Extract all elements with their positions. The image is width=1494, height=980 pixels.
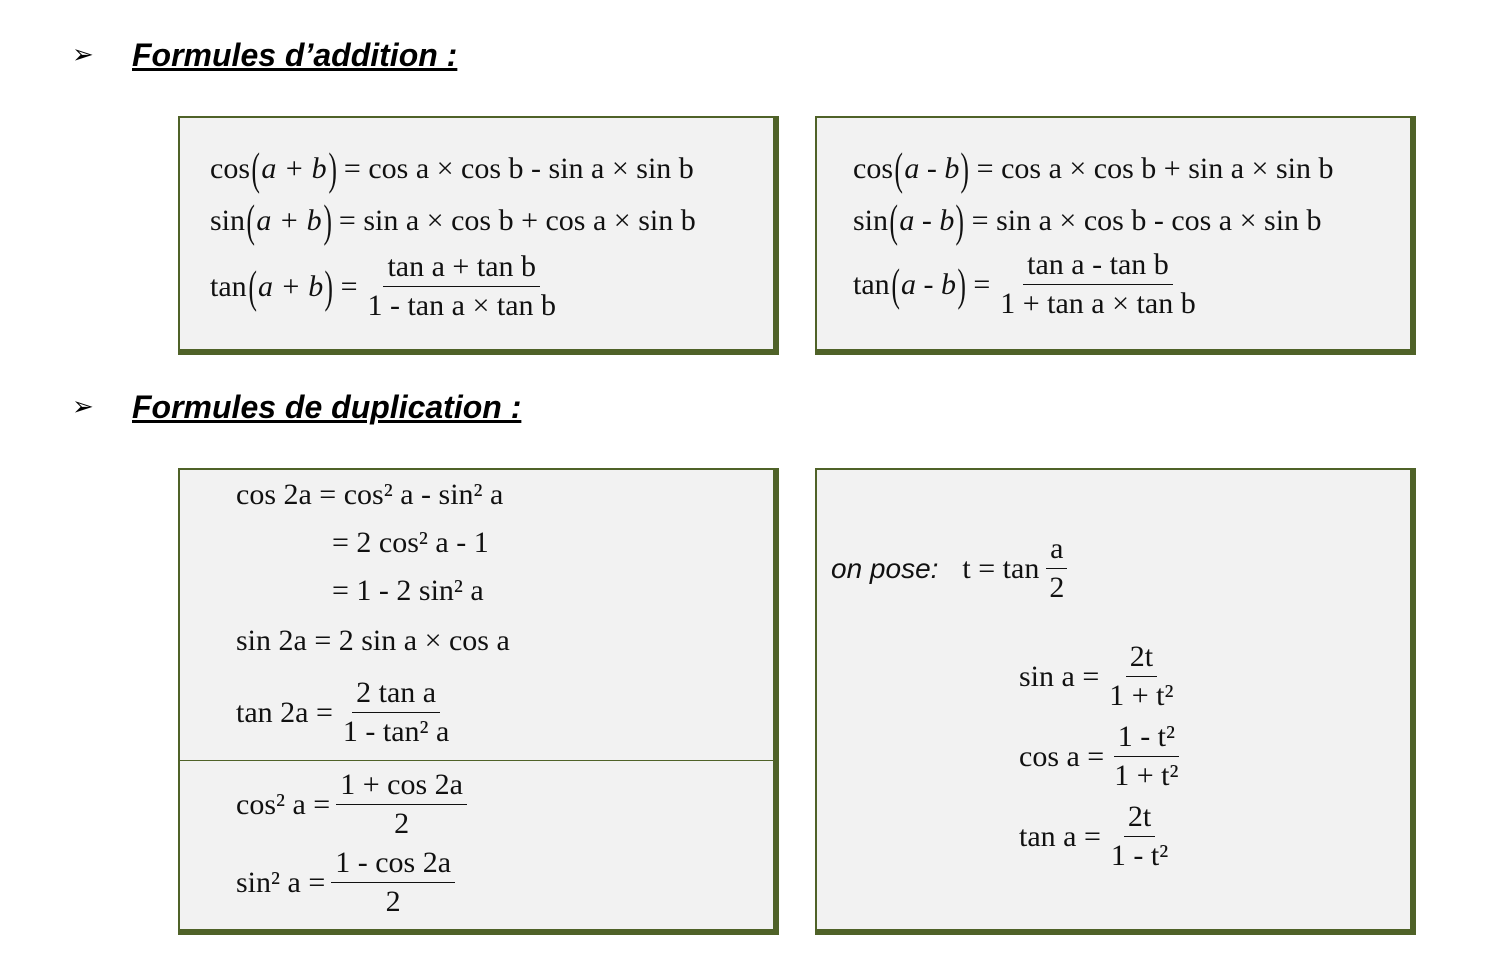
formula-box-addition-minus — [815, 116, 1416, 355]
formula-box-duplication — [178, 468, 779, 935]
argument: a + b — [256, 204, 322, 237]
equals: = — [973, 267, 991, 301]
lhs: t = tan — [962, 551, 1040, 585]
formula-tan-a-minus-b: tan ( a - b ) = $\frac{\text{tan a - tan b}}{\text{1 + tan a × tan b}}$ — [853, 250, 1206, 319]
denominator: 1 - tan² a — [342, 715, 450, 748]
formula-cos-2a-line2: = 2 cos² a - 1 — [332, 526, 489, 559]
formula-cos-a-plus-b: cos ( a + b ) = cos a × cos b - sin a × sin b — [210, 143, 694, 194]
numerator: 2t — [1124, 802, 1155, 837]
denominator: 2 — [1049, 571, 1065, 604]
formula-tan-half-angle — [1019, 802, 1178, 871]
denominator: 1 + t² — [1114, 759, 1179, 792]
formula-cos-squared — [236, 770, 473, 839]
argument: a + b — [261, 152, 327, 185]
denominator: 1 - t² — [1110, 839, 1169, 872]
numerator: 1 - t² — [1114, 722, 1179, 757]
numerator: 2 tan a — [352, 678, 440, 713]
formula-cos-half-angle — [1019, 722, 1188, 791]
argument: a - b — [899, 204, 955, 237]
lhs: tan a = — [1019, 819, 1101, 853]
formula-t-definition — [831, 534, 1074, 603]
fraction — [339, 678, 453, 747]
fraction — [1107, 802, 1172, 871]
numerator: 1 - cos 2a — [331, 848, 455, 883]
lhs: tan 2a = — [236, 695, 333, 729]
func-name: cos — [853, 152, 893, 185]
argument: a - b — [900, 267, 956, 301]
func-name: sin — [210, 204, 246, 237]
fraction — [363, 252, 560, 321]
formula-cos-2a-line1: cos 2a = cos² a - sin² a — [236, 478, 504, 511]
numerator: 2t — [1126, 642, 1157, 677]
denominator: 2 — [394, 807, 410, 840]
lhs: cos a = — [1019, 739, 1105, 773]
numerator: a — [1046, 534, 1067, 569]
equals: = — [340, 269, 358, 303]
rhs: = sin a × cos b + cos a × sin b — [338, 204, 696, 237]
numerator: tan a + tan b — [383, 252, 540, 287]
formula-box-half-angle — [815, 468, 1416, 935]
formula-sin-a-minus-b: sin ( a - b ) = sin a × cos b - cos a × sin b — [853, 195, 1322, 246]
lhs: sin² a = — [236, 865, 326, 899]
on-pose-label: on pose: — [831, 552, 939, 584]
formula-sin-2a: sin 2a = 2 sin a × cos a — [236, 624, 510, 657]
numerator: tan a - tan b — [1023, 250, 1173, 285]
formula-sin-a-plus-b: sin ( a + b ) = sin a × cos b + cos a × sin b — [210, 195, 696, 246]
fraction — [336, 770, 467, 839]
fraction — [1110, 722, 1182, 791]
denominator: 1 + tan a × tan b — [1000, 287, 1196, 320]
formula-cos-a-minus-b: cos ( a - b ) = cos a × cos b + sin a × sin b — [853, 143, 1334, 194]
fraction — [1105, 642, 1177, 711]
denominator: 1 - tan a × tan b — [367, 289, 557, 322]
denominator: 1 + t² — [1109, 679, 1174, 712]
rhs: = cos a × cos b + sin a × sin b — [976, 152, 1334, 185]
formula-box-addition-plus — [178, 116, 779, 355]
arrow-bullet-icon: ➢ — [72, 40, 94, 70]
section-title-addition: Formules d’addition : — [132, 36, 458, 73]
func-name: tan — [853, 267, 890, 301]
section-heading-duplication — [72, 382, 521, 432]
fraction — [331, 848, 455, 917]
argument: a - b — [904, 152, 960, 185]
numerator: 1 + cos 2a — [336, 770, 467, 805]
func-name: sin — [853, 204, 889, 237]
func-name: cos — [210, 152, 250, 185]
formula-tan-a-plus-b: tan ( a + b ) = $\frac{\text{tan a + tan b}}{\text{1 - tan a × tan b}}$ — [210, 252, 566, 321]
fraction — [1045, 534, 1068, 603]
formula-tan-2a — [236, 678, 459, 747]
denominator: 2 — [385, 885, 401, 918]
formula-cos-2a-line3: = 1 - 2 sin² a — [332, 574, 484, 607]
formula-sin-squared — [236, 848, 461, 917]
rhs: = cos a × cos b - sin a × sin b — [343, 152, 694, 185]
section-title-duplication: Formules de duplication : — [132, 388, 522, 425]
func-name: tan — [210, 269, 247, 303]
formula-sin-half-angle — [1019, 642, 1184, 711]
lhs: cos² a = — [236, 787, 331, 821]
lhs: sin a = — [1019, 659, 1100, 693]
rhs: = sin a × cos b - cos a × sin b — [971, 204, 1322, 237]
argument: a + b — [257, 269, 324, 303]
section-heading-addition — [72, 30, 457, 80]
arrow-bullet-icon: ➢ — [72, 392, 94, 422]
box-divider — [180, 760, 773, 761]
fraction — [996, 250, 1199, 319]
